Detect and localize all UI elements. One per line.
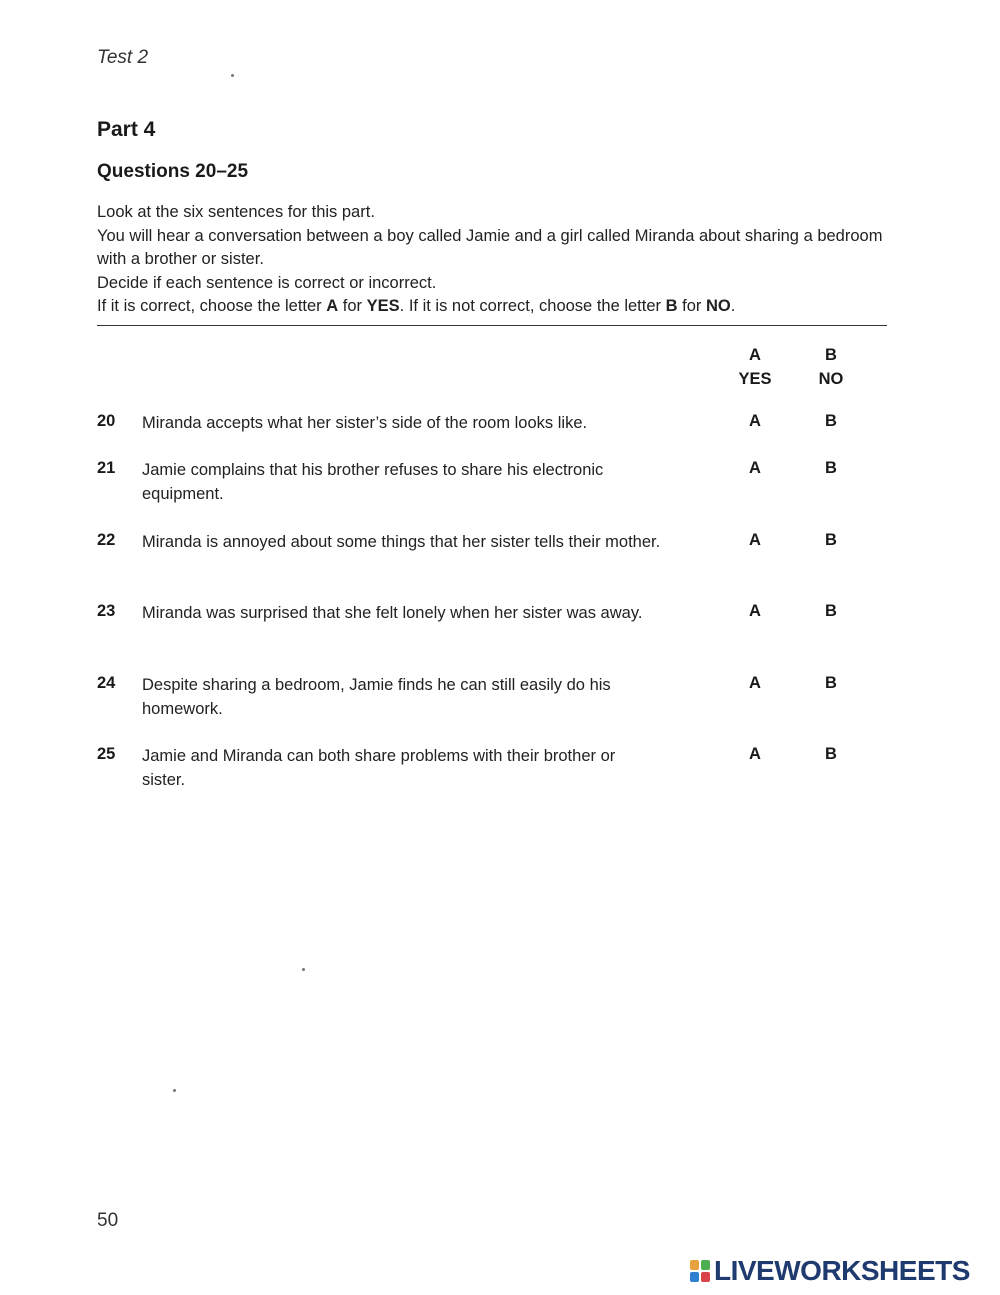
question-number: 24 [97,674,116,692]
scan-speck [173,1089,176,1092]
answer-option-b[interactable]: B [825,745,837,763]
question-row [97,412,887,462]
answer-option-a[interactable]: A [749,674,761,692]
question-row [97,531,887,581]
question-row [97,745,887,795]
liveworksheets-brand: LIVEWORKSHEETS [714,1255,970,1286]
instruction-line-2: You will hear a conversation between a boy called Jamie and a girl called Miranda about sharing a bedroom with a brother or sister. [97,226,883,268]
answer-option-b[interactable]: B [825,412,837,430]
answer-option-a[interactable]: A [749,459,761,477]
running-head: Test 2 [97,47,149,68]
instruction-line-4: If it is correct, choose the letter A for YES. If it is not correct, choose the letter B for NO. [97,297,736,315]
divider-rule [97,325,887,326]
question-number: 21 [97,459,116,477]
column-a-letter: A [749,346,761,364]
scan-speck [302,968,305,971]
part-title: Part 4 [97,118,156,141]
answer-option-b[interactable]: B [825,602,837,620]
liveworksheets-logo-icon [690,1260,710,1282]
question-row [97,602,887,652]
column-b-label: NO [818,370,844,388]
instruction-line-3: Decide if each sentence is correct or incorrect. [97,273,437,292]
question-text: Miranda was surprised that she felt lonely when her sister was away. [142,604,643,622]
question-text: Jamie complains that his brother refuses to share his electronic equipment. [142,461,604,503]
column-b-letter: B [825,346,837,364]
answer-option-a[interactable]: A [749,602,761,620]
question-row [97,459,887,509]
question-row [97,674,887,724]
answer-option-a[interactable]: A [749,412,761,430]
question-text: Miranda is annoyed about some things that her sister tells their mother. [142,533,661,551]
instruction-line-1: Look at the six sentences for this part. [97,203,375,221]
question-text: Despite sharing a bedroom, Jamie finds he can still easily do his homework. [142,676,611,718]
column-header-b [801,343,861,391]
column-a-label: YES [738,370,772,388]
question-number: 22 [97,531,116,549]
answer-option-b[interactable]: B [825,531,837,549]
answer-option-a[interactable]: A [749,745,761,763]
question-number: 20 [97,412,116,430]
answer-option-b[interactable]: B [825,459,837,477]
column-header-a [725,343,785,391]
question-number: 23 [97,602,116,620]
question-number: 25 [97,745,116,763]
scan-speck [231,74,234,77]
answer-option-a[interactable]: A [749,531,761,549]
questions-range: Questions 20–25 [97,161,249,182]
instructions [97,201,897,319]
page-number: 50 [97,1210,119,1231]
question-text: Jamie and Miranda can both share problems with their brother or sister. [142,747,616,789]
liveworksheets-logo[interactable] [690,1254,970,1288]
question-text: Miranda accepts what her sister’s side of the room looks like. [142,414,588,432]
answer-option-b[interactable]: B [825,674,837,692]
